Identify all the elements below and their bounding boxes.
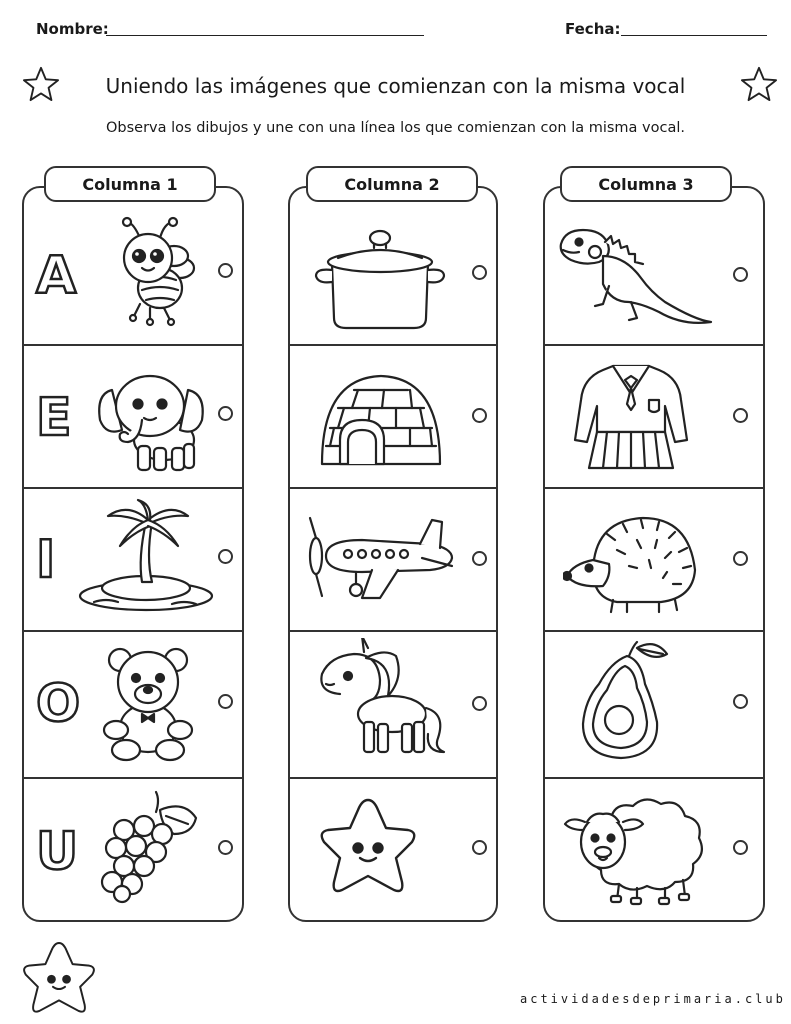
elephant-icon <box>92 360 210 478</box>
column-3-header: Columna 3 <box>560 166 732 202</box>
grapes-icon <box>96 790 206 904</box>
school-uniform-icon <box>569 360 693 476</box>
letter-o: O <box>36 674 81 734</box>
letter-i: I <box>36 530 56 590</box>
column-3-row-1-dot[interactable] <box>733 267 748 282</box>
airplane-icon <box>302 514 462 612</box>
footer-website[interactable]: actividadesdeprimaria.club <box>520 992 786 1006</box>
column-1-row-4-dot[interactable] <box>218 694 233 709</box>
igloo-icon <box>314 368 448 472</box>
column-2-row-4-dot[interactable] <box>472 696 487 711</box>
pot-icon <box>310 224 450 334</box>
column-2 <box>288 186 498 922</box>
column-2-row-3-dot[interactable] <box>472 551 487 566</box>
column-3-row-5-dot[interactable] <box>733 840 748 855</box>
column-1-row-3-dot[interactable] <box>218 549 233 564</box>
letter-a: A <box>36 246 77 306</box>
instruction-text: Observa los dibujos y une con una línea los que comienzan con la misma vocal. <box>106 120 685 136</box>
name-label: Nombre: <box>36 20 109 38</box>
column-3 <box>543 186 765 922</box>
iguana-icon <box>555 222 715 334</box>
star-icon <box>314 796 422 902</box>
column-1-header: Columna 1 <box>44 166 216 202</box>
column-1-row-5-dot[interactable] <box>218 840 233 855</box>
island-icon <box>76 498 216 616</box>
column-3-row-4-dot[interactable] <box>733 694 748 709</box>
hedgehog-icon <box>563 510 703 616</box>
letter-u: U <box>36 822 79 882</box>
column-1-row-1-dot[interactable] <box>218 263 233 278</box>
column-1 <box>22 186 244 922</box>
column-3-row-2-dot[interactable] <box>733 408 748 423</box>
date-line[interactable] <box>621 35 767 36</box>
name-line[interactable] <box>106 35 424 36</box>
letter-e: E <box>36 388 72 448</box>
column-1-row-2-dot[interactable] <box>218 406 233 421</box>
avocado-icon <box>573 640 677 764</box>
column-2-header: Columna 2 <box>306 166 478 202</box>
column-2-row-5-dot[interactable] <box>472 840 487 855</box>
sheep-icon <box>561 792 709 908</box>
teddy-bear-icon <box>96 646 200 764</box>
column-2-row-2-dot[interactable] <box>472 408 487 423</box>
date-label: Fecha: <box>565 20 621 38</box>
unicorn-icon <box>308 638 448 762</box>
column-3-row-3-dot[interactable] <box>733 551 748 566</box>
column-2-row-1-dot[interactable] <box>472 265 487 280</box>
page-title: Uniendo las imágenes que comienzan con la misma vocal <box>105 74 686 98</box>
bee-icon <box>102 216 202 331</box>
smiling-star-icon <box>16 940 102 1020</box>
